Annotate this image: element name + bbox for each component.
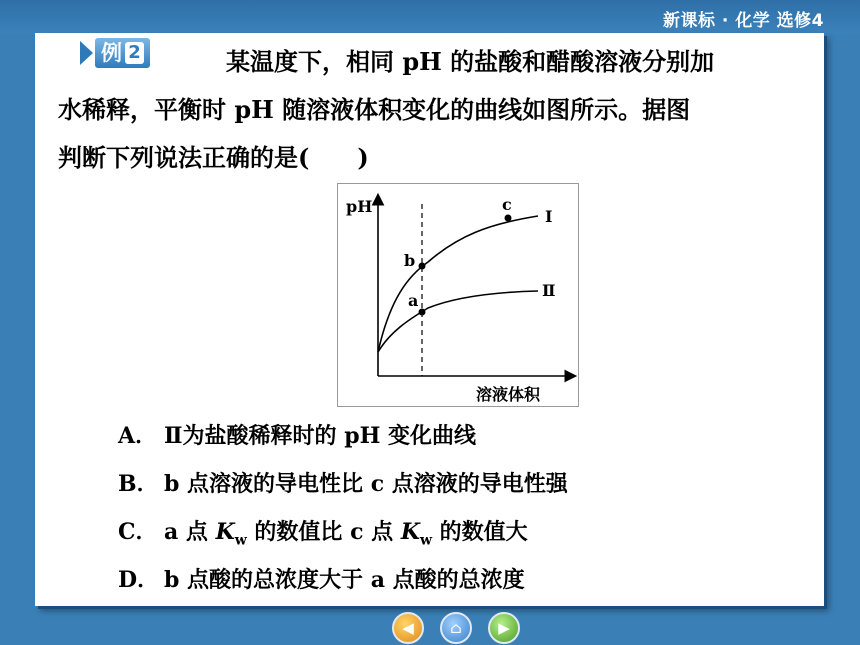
question-line-3: 判断下列说法正确的是( ) (58, 143, 369, 172)
option-c-pre: a 点 (164, 519, 216, 545)
point-c-label: c (502, 195, 512, 214)
kw-symbol-1: K (215, 519, 235, 545)
point-a-marker (419, 309, 426, 316)
option-a-letter: A． (118, 423, 158, 449)
example-label: 例 (101, 41, 122, 65)
option-c-post: 的数值大 (432, 519, 528, 545)
question-line-1: 某温度下，相同 pH 的盐酸和醋酸溶液分别加 (226, 47, 715, 76)
kw-symbol-2: K (400, 519, 420, 545)
point-b-marker (419, 263, 426, 270)
y-axis-label: pH (346, 197, 373, 216)
kw-subscript-1: w (234, 532, 247, 549)
home-icon[interactable]: ⌂ (440, 612, 472, 644)
option-d[interactable] (118, 556, 568, 604)
option-c[interactable] (118, 508, 568, 556)
option-c-mid: 的数值比 c 点 (246, 519, 401, 545)
curve-I-label: Ⅰ (545, 207, 553, 226)
example-number: 2 (125, 42, 144, 64)
question-line-2: 水稀释，平衡时 pH 随溶液体积变化的曲线如图所示。据图 (58, 95, 691, 124)
curve-I (378, 216, 538, 352)
option-a[interactable] (118, 412, 568, 460)
ph-dilution-graph (337, 183, 579, 407)
option-b[interactable] (118, 460, 568, 508)
curve-II (378, 291, 538, 352)
option-d-letter: D． (118, 567, 160, 593)
point-c-marker (505, 215, 512, 222)
option-a-text: Ⅱ为盐酸稀释时的 pH 变化曲线 (164, 423, 477, 449)
question-text (58, 38, 808, 182)
graph-svg (338, 184, 578, 406)
kw-subscript-2: w (419, 532, 432, 549)
option-b-letter: B． (118, 471, 159, 497)
back-arrow-icon[interactable]: ◀ (392, 612, 424, 644)
answer-options (118, 412, 568, 604)
option-b-text: b 点溶液的导电性比 c 点溶液的导电性强 (164, 471, 568, 497)
forward-arrow-icon[interactable]: ▶ (488, 612, 520, 644)
option-d-text: b 点酸的总浓度大于 a 点酸的总浓度 (164, 567, 525, 593)
curve-II-label: Ⅱ (542, 281, 556, 300)
course-header: 新课标 · 化学 选修4 (662, 11, 824, 31)
point-a-label: a (408, 291, 419, 310)
point-b-label: b (404, 251, 416, 270)
slide-navigation (392, 612, 520, 644)
x-axis-label: 溶液体积 (476, 385, 541, 404)
option-c-letter: C． (118, 519, 158, 545)
